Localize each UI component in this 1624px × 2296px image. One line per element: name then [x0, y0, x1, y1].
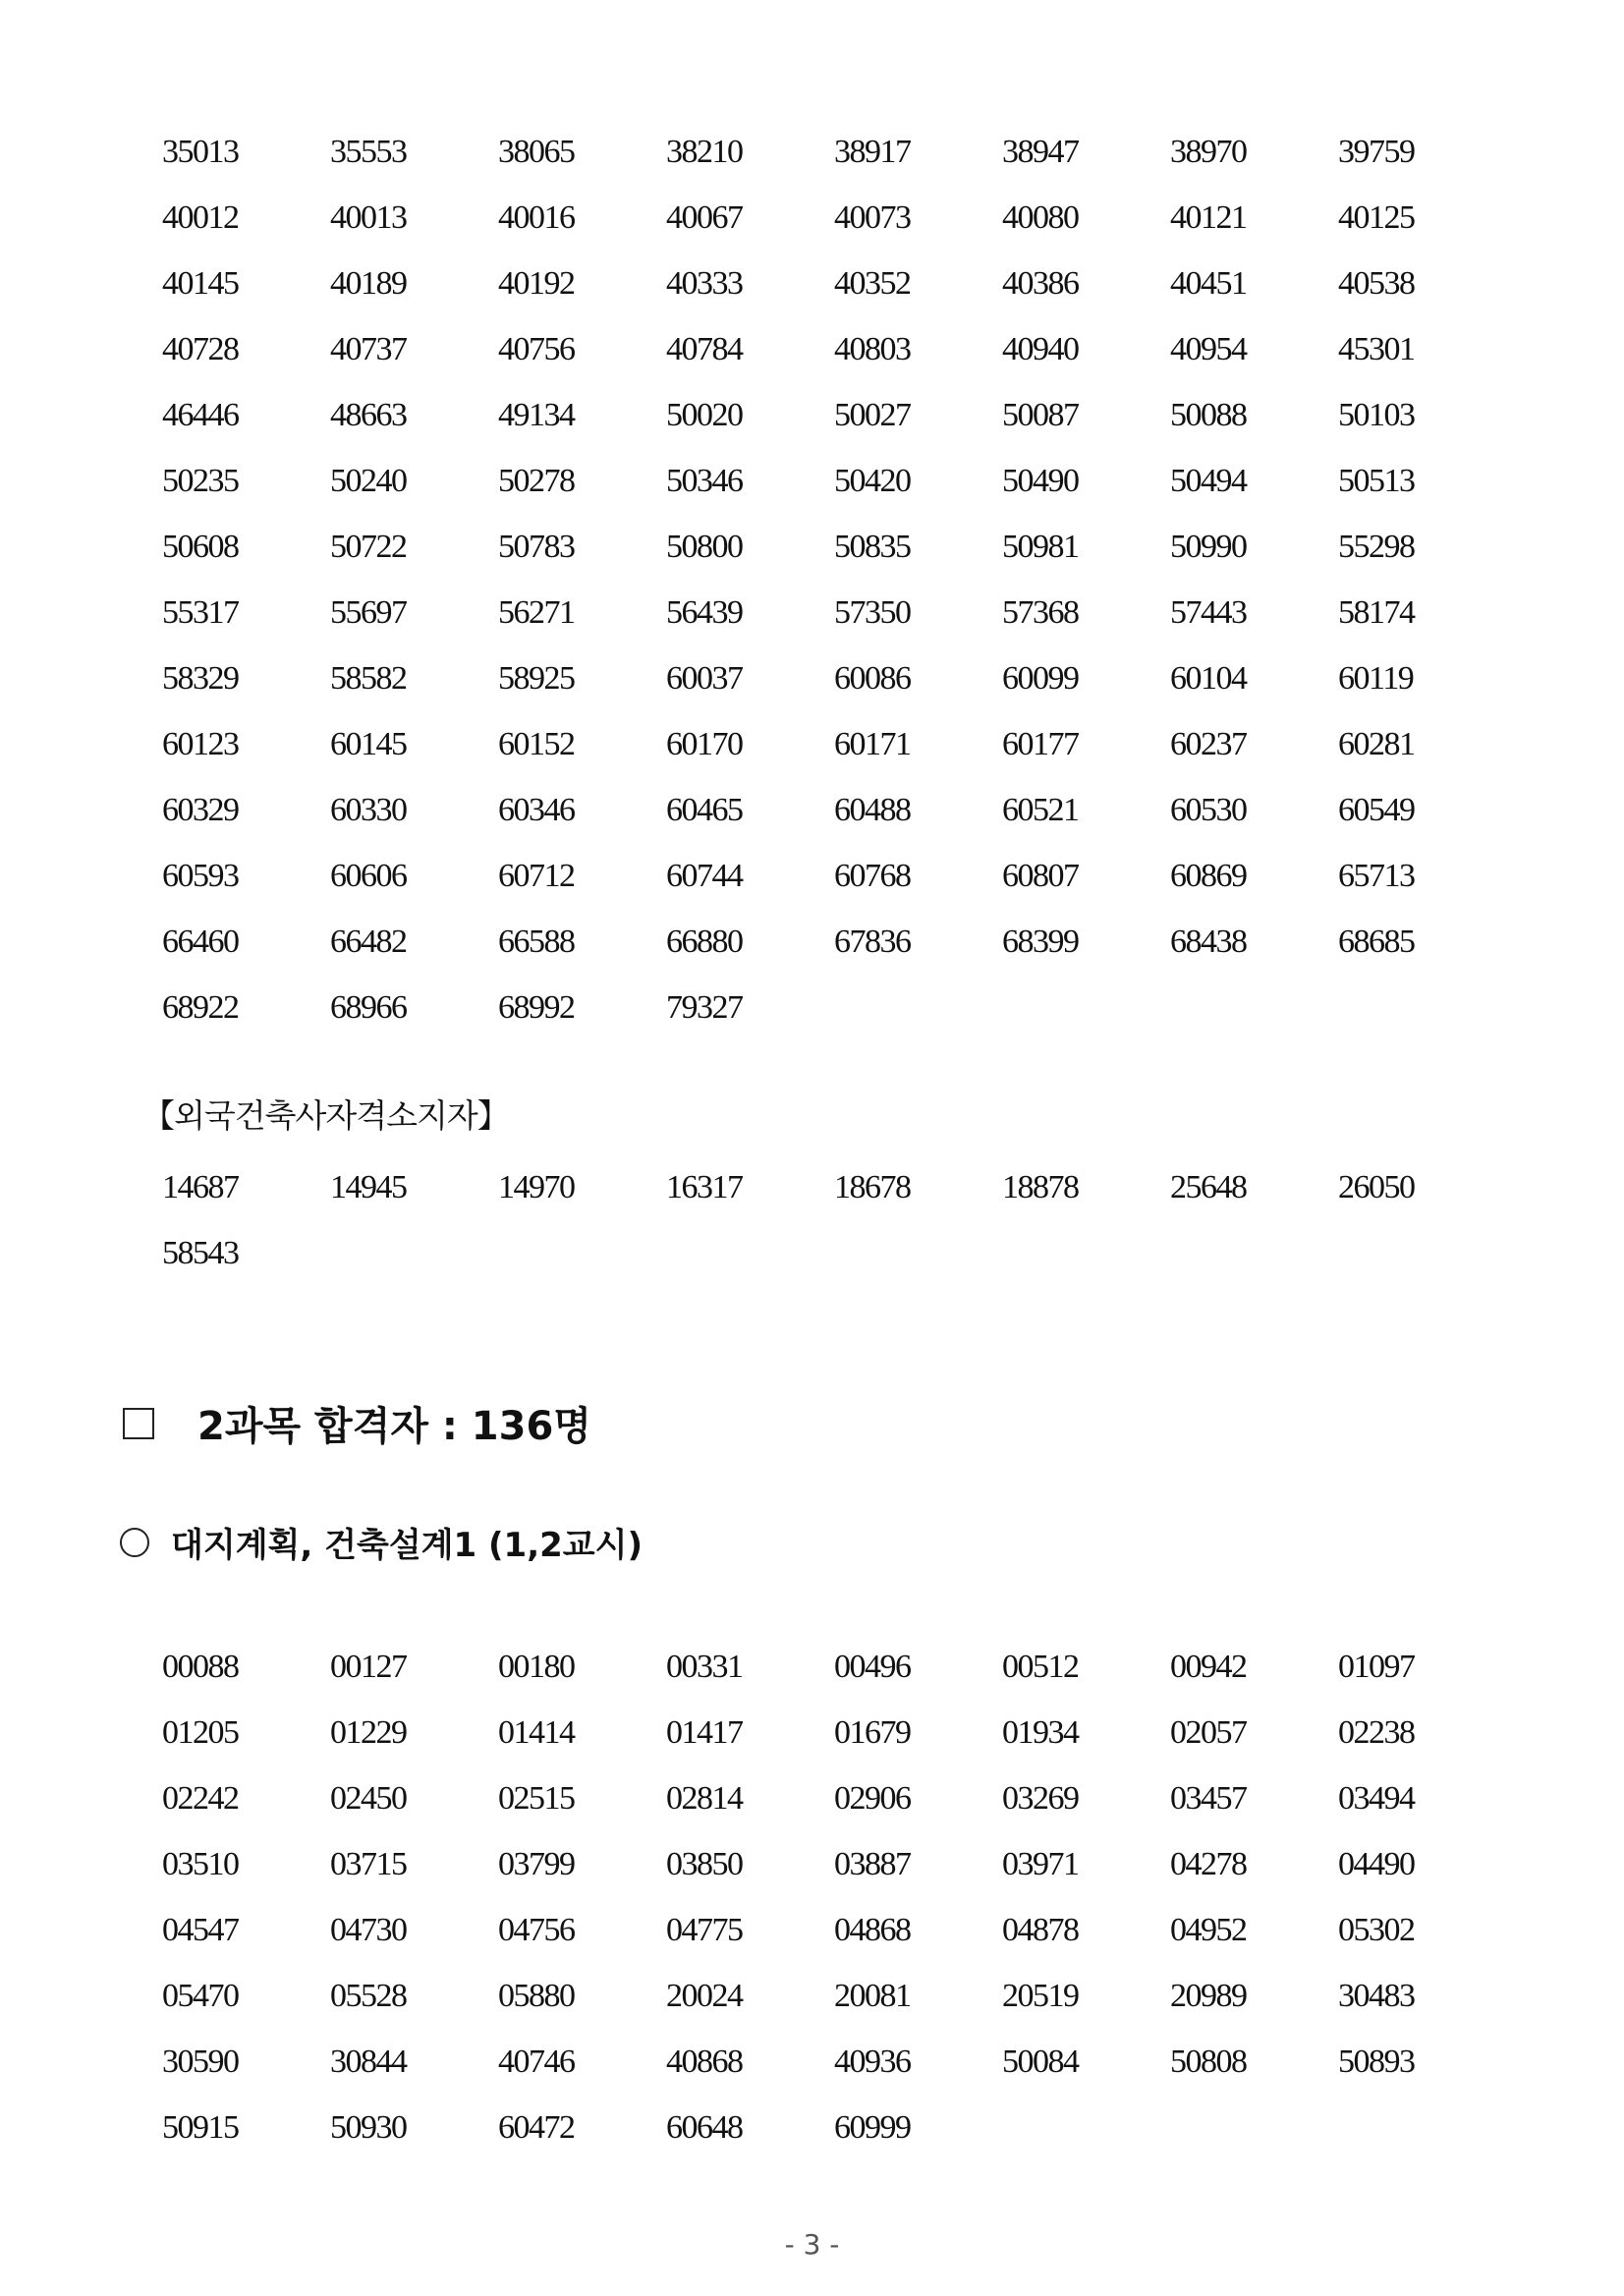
passer-number: 26050 [1338, 1169, 1415, 1205]
passer-number: 56271 [498, 594, 575, 631]
passer-number: 39759 [1338, 134, 1415, 170]
passer-number: 30590 [162, 2044, 239, 2080]
passer-number: 40936 [834, 2044, 911, 2080]
passer-number: 60329 [162, 792, 239, 828]
circle-bullet-icon [120, 1528, 149, 1557]
passer-number: 68399 [1002, 924, 1079, 960]
passer-number: 40073 [834, 199, 911, 236]
passer-number: 56439 [666, 594, 743, 631]
passer-number: 50088 [1170, 397, 1247, 433]
passer-number: 03715 [330, 1846, 407, 1882]
passer-number: 50087 [1002, 397, 1079, 433]
passer-number: 00331 [666, 1649, 743, 1685]
passer-number: 50800 [666, 529, 743, 565]
passer-number: 40352 [834, 265, 911, 302]
passer-number: 48663 [330, 397, 407, 433]
passer-number: 60170 [666, 726, 743, 762]
passer-number: 00942 [1170, 1649, 1247, 1685]
passer-number: 50084 [1002, 2044, 1079, 2080]
passer-number: 40728 [162, 331, 239, 367]
passer-number: 50835 [834, 529, 911, 565]
passer-number: 18678 [834, 1169, 911, 1205]
passer-number: 02450 [330, 1780, 407, 1817]
passer-number: 60521 [1002, 792, 1079, 828]
passer-number: 60237 [1170, 726, 1247, 762]
passer-number: 55697 [330, 594, 407, 631]
passer-number: 01229 [330, 1714, 407, 1751]
passer-number: 38210 [666, 134, 743, 170]
passer-number: 02814 [666, 1780, 743, 1817]
passer-number: 60768 [834, 858, 911, 894]
site-planning-passer-number-grid [162, 1651, 1518, 2177]
passer-number: 01934 [1002, 1714, 1079, 1751]
passer-number: 60171 [834, 726, 911, 762]
passer-number: 40451 [1170, 265, 1247, 302]
passer-number: 46446 [162, 397, 239, 433]
passer-number: 60346 [498, 792, 575, 828]
passer-number: 40192 [498, 265, 575, 302]
passer-number: 00180 [498, 1649, 575, 1685]
passer-number: 50930 [330, 2109, 407, 2146]
passer-number: 04868 [834, 1912, 911, 1948]
passer-number: 50240 [330, 463, 407, 499]
passer-number: 50020 [666, 397, 743, 433]
passer-number: 60472 [498, 2109, 575, 2146]
passer-number: 60330 [330, 792, 407, 828]
passer-number: 40737 [330, 331, 407, 367]
passer-number: 04278 [1170, 1846, 1247, 1882]
passer-number: 03494 [1338, 1780, 1415, 1817]
passer-number: 66588 [498, 924, 575, 960]
passer-number: 03850 [666, 1846, 743, 1882]
passer-number: 38065 [498, 134, 575, 170]
passer-number: 57350 [834, 594, 911, 631]
passer-number: 20989 [1170, 1978, 1247, 2014]
section-2-title: 2과목 합격자 : 136명 [197, 1404, 591, 1449]
passer-number: 60123 [162, 726, 239, 762]
passer-number: 60152 [498, 726, 575, 762]
passer-number: 04547 [162, 1912, 239, 1948]
passer-number: 38917 [834, 134, 911, 170]
passer-number: 55298 [1338, 529, 1415, 565]
passer-number: 50783 [498, 529, 575, 565]
passer-number: 60999 [834, 2109, 911, 2146]
passer-number: 40013 [330, 199, 407, 236]
passer-number: 40940 [1002, 331, 1079, 367]
passer-number: 60530 [1170, 792, 1247, 828]
subsection-1-title: 대지계획, 건축설계1 (1,2교시) [171, 1526, 643, 1565]
passer-number: 50722 [330, 529, 407, 565]
passer-number: 02057 [1170, 1714, 1247, 1751]
passer-number: 40016 [498, 199, 575, 236]
passer-number: 40803 [834, 331, 911, 367]
passer-number: 05528 [330, 1978, 407, 2014]
passer-number: 60104 [1170, 660, 1247, 697]
passer-number: 30483 [1338, 1978, 1415, 2014]
passer-number: 50027 [834, 397, 911, 433]
passer-number: 50278 [498, 463, 575, 499]
passer-number: 60807 [1002, 858, 1079, 894]
passer-number: 01417 [666, 1714, 743, 1751]
passer-number: 66880 [666, 924, 743, 960]
passer-number: 58329 [162, 660, 239, 697]
foreign-architect-heading: 【외국건축사자격소지자】 [142, 1096, 509, 1135]
passer-number: 30844 [330, 2044, 407, 2080]
passer-number: 03799 [498, 1846, 575, 1882]
passer-number: 03457 [1170, 1780, 1247, 1817]
passer-number: 58174 [1338, 594, 1415, 631]
passer-number: 04490 [1338, 1846, 1415, 1882]
passer-number: 60869 [1170, 858, 1247, 894]
passer-number: 60593 [162, 858, 239, 894]
section-2-subject-passers [123, 1395, 591, 1451]
passer-number: 01097 [1338, 1649, 1415, 1685]
passer-number: 20081 [834, 1978, 911, 2014]
passer-number: 04730 [330, 1912, 407, 1948]
passer-number: 03887 [834, 1846, 911, 1882]
passer-number: 60606 [330, 858, 407, 894]
passer-number: 04756 [498, 1912, 575, 1948]
passer-number: 02515 [498, 1780, 575, 1817]
passer-number: 50608 [162, 529, 239, 565]
passer-number: 60488 [834, 792, 911, 828]
passer-number: 67836 [834, 924, 911, 960]
passer-number: 40067 [666, 199, 743, 236]
passer-number: 68992 [498, 989, 575, 1026]
passer-number: 00127 [330, 1649, 407, 1685]
passer-number: 68438 [1170, 924, 1247, 960]
passer-number: 01679 [834, 1714, 911, 1751]
passer-number: 49134 [498, 397, 575, 433]
passer-number: 40868 [666, 2044, 743, 2080]
passer-number: 18878 [1002, 1169, 1079, 1205]
passer-number: 50990 [1170, 529, 1247, 565]
passer-number: 02242 [162, 1780, 239, 1817]
passer-number: 50915 [162, 2109, 239, 2146]
passer-number: 40954 [1170, 331, 1247, 367]
passer-number: 38947 [1002, 134, 1079, 170]
passer-number: 60744 [666, 858, 743, 894]
passer-number: 40189 [330, 265, 407, 302]
passer-number: 40145 [162, 265, 239, 302]
passer-number: 14945 [330, 1169, 407, 1205]
passer-number: 01414 [498, 1714, 575, 1751]
passer-number: 58925 [498, 660, 575, 697]
passer-number: 40012 [162, 199, 239, 236]
passer-number: 60712 [498, 858, 575, 894]
passer-number: 50893 [1338, 2044, 1415, 2080]
passer-number: 40121 [1170, 199, 1247, 236]
passer-number: 58582 [330, 660, 407, 697]
passer-number: 14687 [162, 1169, 239, 1205]
passer-number: 68966 [330, 989, 407, 1026]
passer-number: 60119 [1338, 660, 1414, 697]
foreign-passer-number-grid [162, 1171, 1518, 1303]
passer-number: 00496 [834, 1649, 911, 1685]
passer-number: 60281 [1338, 726, 1415, 762]
subsection-site-planning [120, 1518, 643, 1566]
passer-number: 60099 [1002, 660, 1079, 697]
passer-number-grid-continued [162, 136, 1518, 1057]
passer-number: 05470 [162, 1978, 239, 2014]
passer-number: 20519 [1002, 1978, 1079, 2014]
passer-number: 35553 [330, 134, 407, 170]
passer-number: 40125 [1338, 199, 1415, 236]
passer-number: 45301 [1338, 331, 1415, 367]
square-bullet-icon [123, 1408, 154, 1439]
passer-number: 40386 [1002, 265, 1079, 302]
passer-number: 14970 [498, 1169, 575, 1205]
passer-number: 00512 [1002, 1649, 1079, 1685]
page-number: - 3 - [784, 2228, 840, 2261]
passer-number: 57443 [1170, 594, 1247, 631]
passer-number: 66460 [162, 924, 239, 960]
passer-number: 40333 [666, 265, 743, 302]
passer-number: 00088 [162, 1649, 239, 1685]
passer-number: 65713 [1338, 858, 1415, 894]
passer-number: 40538 [1338, 265, 1415, 302]
passer-number: 68922 [162, 989, 239, 1026]
passer-number: 40784 [666, 331, 743, 367]
passer-number: 50235 [162, 463, 239, 499]
passer-number: 20024 [666, 1978, 743, 2014]
passer-number: 50490 [1002, 463, 1079, 499]
passer-number: 04952 [1170, 1912, 1247, 1948]
passer-number: 60648 [666, 2109, 743, 2146]
passer-number: 50513 [1338, 463, 1415, 499]
passer-number: 01205 [162, 1714, 239, 1751]
passer-number: 02906 [834, 1780, 911, 1817]
passer-number: 55317 [162, 594, 239, 631]
passer-number: 60465 [666, 792, 743, 828]
passer-number: 68685 [1338, 924, 1415, 960]
passer-number: 40746 [498, 2044, 575, 2080]
passer-number: 04775 [666, 1912, 743, 1948]
passer-number: 38970 [1170, 134, 1247, 170]
passer-number: 50494 [1170, 463, 1247, 499]
passer-number: 35013 [162, 134, 239, 170]
passer-number: 60549 [1338, 792, 1415, 828]
passer-number: 50420 [834, 463, 911, 499]
passer-number: 50103 [1338, 397, 1415, 433]
passer-number: 03269 [1002, 1780, 1079, 1817]
passer-number: 16317 [666, 1169, 743, 1205]
passer-number: 60037 [666, 660, 743, 697]
passer-number: 57368 [1002, 594, 1079, 631]
passer-number: 60177 [1002, 726, 1079, 762]
passer-number: 40080 [1002, 199, 1079, 236]
passer-number: 66482 [330, 924, 407, 960]
passer-number: 03510 [162, 1846, 239, 1882]
passer-number: 60086 [834, 660, 911, 697]
passer-number: 50981 [1002, 529, 1079, 565]
passer-number: 05880 [498, 1978, 575, 2014]
passer-number: 50808 [1170, 2044, 1247, 2080]
passer-number: 50346 [666, 463, 743, 499]
passer-number: 60145 [330, 726, 407, 762]
passer-number: 04878 [1002, 1912, 1079, 1948]
passer-number: 25648 [1170, 1169, 1247, 1205]
passer-number: 03971 [1002, 1846, 1079, 1882]
passer-number: 40756 [498, 331, 575, 367]
passer-number: 58543 [162, 1235, 239, 1271]
passer-number: 02238 [1338, 1714, 1415, 1751]
passer-number: 05302 [1338, 1912, 1415, 1948]
passer-number: 79327 [666, 989, 743, 1026]
